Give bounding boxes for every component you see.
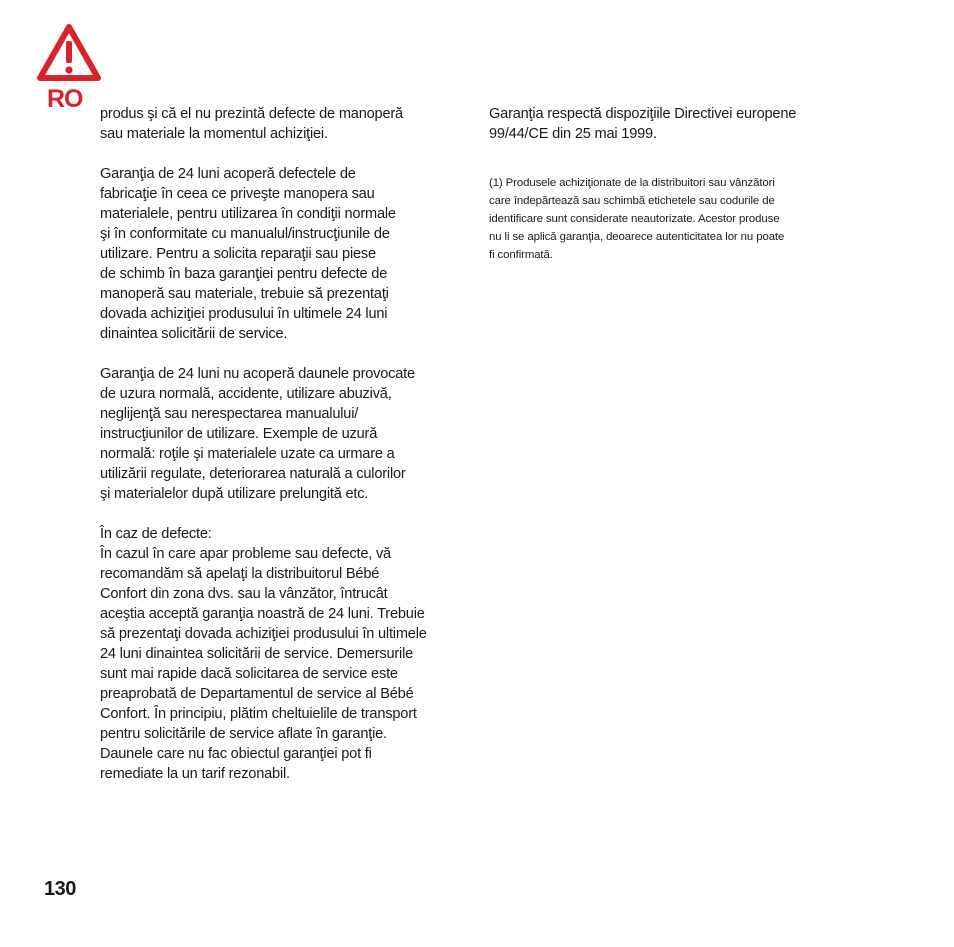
text-line: de uzura normală, accidente, utilizare abuzivă, — [100, 386, 392, 402]
text-line: instrucţiunilor de utilizare. Exemple de uzură — [100, 426, 378, 442]
text-line: 24 luni dinaintea solicitării de service. Demersurile — [100, 646, 414, 662]
text-line: sau materiale la momentul achiziţiei. — [100, 126, 328, 142]
text-line: recomandăm să apelaţi la distribuitorul Bébé — [100, 566, 380, 582]
text-line: neglijenţă sau nerespectarea manualului/ — [100, 406, 359, 422]
text-line: 99/44/CE din 25 mai 1999. — [489, 126, 657, 142]
text-line: de schimb în baza garanţiei pentru defecte de — [100, 266, 388, 282]
text-line: Garanţia de 24 luni nu acoperă daunele provocate — [100, 366, 415, 382]
page-number: 130 — [44, 878, 76, 900]
language-code: RO — [47, 85, 83, 113]
footnote-line: care îndepărtează sau schimbă etichetele sau codurile de — [489, 195, 775, 207]
footnote-line: identificare sunt considerate neautorizate. Acestor produse — [489, 213, 780, 225]
text-line: remediate la un tarif rezonabil. — [100, 766, 290, 782]
text-line: normală: roţile şi materialele uzate ca urmare a — [100, 446, 395, 462]
footnote-line: (1) Produsele achiziţionate de la distribuitori sau vânzători — [489, 177, 775, 189]
text-line: Garanţia respectă dispoziţiile Directivei europene — [489, 106, 797, 122]
text-line: produs şi că el nu prezintă defecte de manoperă — [100, 106, 403, 122]
text-line: fabricaţie în ceea ce priveşte manopera sau — [100, 186, 375, 202]
text-line: utilizării regulate, deteriorarea naturală a culorilor — [100, 466, 406, 482]
right-column — [489, 104, 844, 264]
directive-paragraph — [489, 104, 844, 144]
text-line: În cazul în care apar probleme sau defecte, vă — [100, 546, 391, 562]
text-line: manoperă sau materiale, trebuie să prezentaţi — [100, 286, 389, 302]
warranty-exclusions-paragraph — [100, 364, 465, 504]
text-line: Daunele care nu fac obiectul garanţiei pot fi — [100, 746, 372, 762]
text-line: să prezentaţi dovada achiziţiei produsului în ultimele — [100, 626, 427, 642]
text-line: dovada achiziţiei produsului în ultimele 24 luni — [100, 306, 388, 322]
warranty-intro-paragraph — [100, 104, 465, 144]
text-line: utilizare. Pentru a solicita reparaţii sau piese — [100, 246, 376, 262]
text-line: aceştia acceptă garanţia noastră de 24 luni. Trebuie — [100, 606, 425, 622]
footnote — [489, 174, 844, 264]
footnote-line: fi confirmată. — [489, 249, 553, 261]
text-line: şi în conformitate cu manualul/instrucţiunile de — [100, 226, 390, 242]
text-line: Garanţia de 24 luni acoperă defectele de — [100, 166, 356, 182]
text-line: pentru solicitările de service aflate în garanţie. — [100, 726, 387, 742]
defects-procedure-paragraph — [100, 524, 465, 784]
text-line: dinaintea solicitării de service. — [100, 326, 288, 342]
text-line: Confort. În principiu, plătim cheltuielile de transport — [100, 706, 417, 722]
text-line: preaprobată de Departamentul de service al Bébé — [100, 686, 414, 702]
warning-icon — [36, 23, 102, 83]
text-line: şi materialelor după utilizare prelungită etc. — [100, 486, 369, 502]
text-line: În caz de defecte: — [100, 526, 212, 542]
text-line: sunt mai rapide dacă solicitarea de service este — [100, 666, 398, 682]
warranty-coverage-paragraph — [100, 164, 465, 344]
left-column — [100, 104, 465, 804]
text-line: Confort din zona dvs. sau la vânzător, întrucât — [100, 586, 388, 602]
footnote-line: nu li se aplică garanţia, deoarece autenticitatea lor nu poate — [489, 231, 785, 243]
text-line: materialele, pentru utilizarea în condiţii normale — [100, 206, 396, 222]
